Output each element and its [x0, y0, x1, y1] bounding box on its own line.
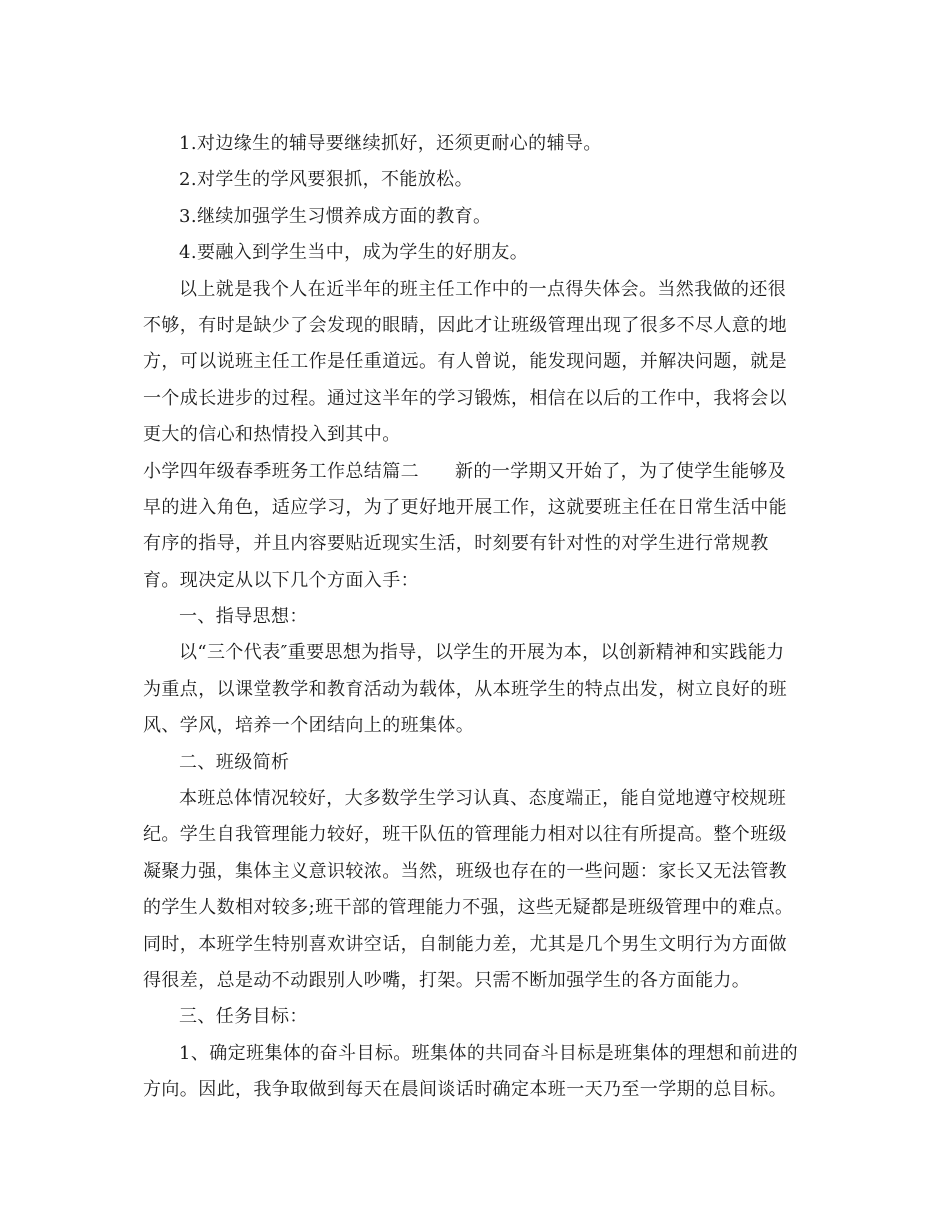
list-item: 2.对学生的学风要狠抓，不能放松。 — [179, 169, 473, 191]
paragraph-line: 早的进入角色，适应学习，为了更好地开展工作，这就要班主任在日常生活中能 — [143, 496, 787, 518]
paragraph-line: 的学生人数相对较多;班干部的管理能力不强，这些无疑都是班级管理中的难点。 — [143, 897, 794, 919]
paragraph-line: 纪。学生自我管理能力较好，班干队伍的管理能力相对以往有所提高。整个班级 — [143, 824, 787, 846]
list-item: 1.对边缘生的辅导要继续抓好，还须更耐心的辅导。 — [179, 133, 602, 154]
paragraph-line: 有序的指导，并且内容要贴近现实生活，时刻要有针对性的对学生进行常规教 — [143, 533, 769, 555]
paragraph-line: 方，可以说班主任工作是任重道远。有人曾说，能发现问题，并解决问题，就是 — [143, 351, 787, 373]
paragraph-line: 得很差，总是动不动跟别人吵嘴，打架。只需不断加强学生的各方面能力。 — [143, 969, 751, 991]
list-item: 4.要融入到学生当中，成为学生的好朋友。 — [179, 242, 529, 264]
second-title-line — [143, 454, 809, 490]
paragraph-line: 更大的信心和热情投入到其中。 — [143, 424, 401, 446]
section-title: 小学四年级春季班务工作总结篇二 — [143, 460, 419, 482]
document-body — [143, 126, 809, 1109]
paragraph-line: 育。现决定从以下几个方面入手： — [143, 569, 419, 591]
section-heading: 一、指导思想： — [179, 606, 308, 628]
paragraph-line: 一个成长进步的过程。通过这半年的学习锻炼，相信在以后的工作中，我将会以 — [143, 387, 787, 409]
paragraph-line: 风、学风，培养一个团结向上的班集体。 — [143, 715, 475, 737]
paragraph-line: 本班总体情况较好，大多数学生学习认真、态度端正，能自觉地遵守校规班 — [179, 788, 787, 810]
paragraph-line: 以上就是我个人在近半年的班主任工作中的一点得失体会。当然我做的还很 — [179, 278, 787, 300]
intro-first-text: 新的一学期又开始了，为了使学生能够及 — [455, 460, 787, 482]
paragraph-line: 方向。因此，我争取做到每天在晨间谈话时确定本班一天乃至一学期的总目标。 — [143, 1079, 787, 1101]
paragraph-line: 凝聚力强，集体主义意识较浓。当然，班级也存在的一些问题：家长又无法管教 — [143, 860, 787, 882]
paragraph-line: 以“三个代表″重要思想为指导，以学生的开展为本，以创新精神和实践能力 — [179, 642, 785, 664]
paragraph-line: 为重点，以课堂教学和教育活动为载体，从本班学生的特点出发，树立良好的班 — [143, 678, 787, 700]
paragraph-line: 同时，本班学生特别喜欢讲空话，自制能力差，尤其是几个男生文明行为方面做 — [143, 933, 787, 955]
paragraph-line: 不够，有时是缺少了会发现的眼睛，因此才让班级管理出现了很多不尽人意的地 — [143, 314, 787, 336]
paragraph-line: 1、确定班集体的奋斗目标。班集体的共同奋斗目标是班集体的理想和前进的 — [179, 1042, 799, 1064]
section-heading: 三、任务目标： — [179, 1006, 308, 1028]
list-item: 3.继续加强学生习惯养成方面的教育。 — [179, 205, 492, 227]
section-heading: 二、班级简析 — [179, 751, 290, 773]
